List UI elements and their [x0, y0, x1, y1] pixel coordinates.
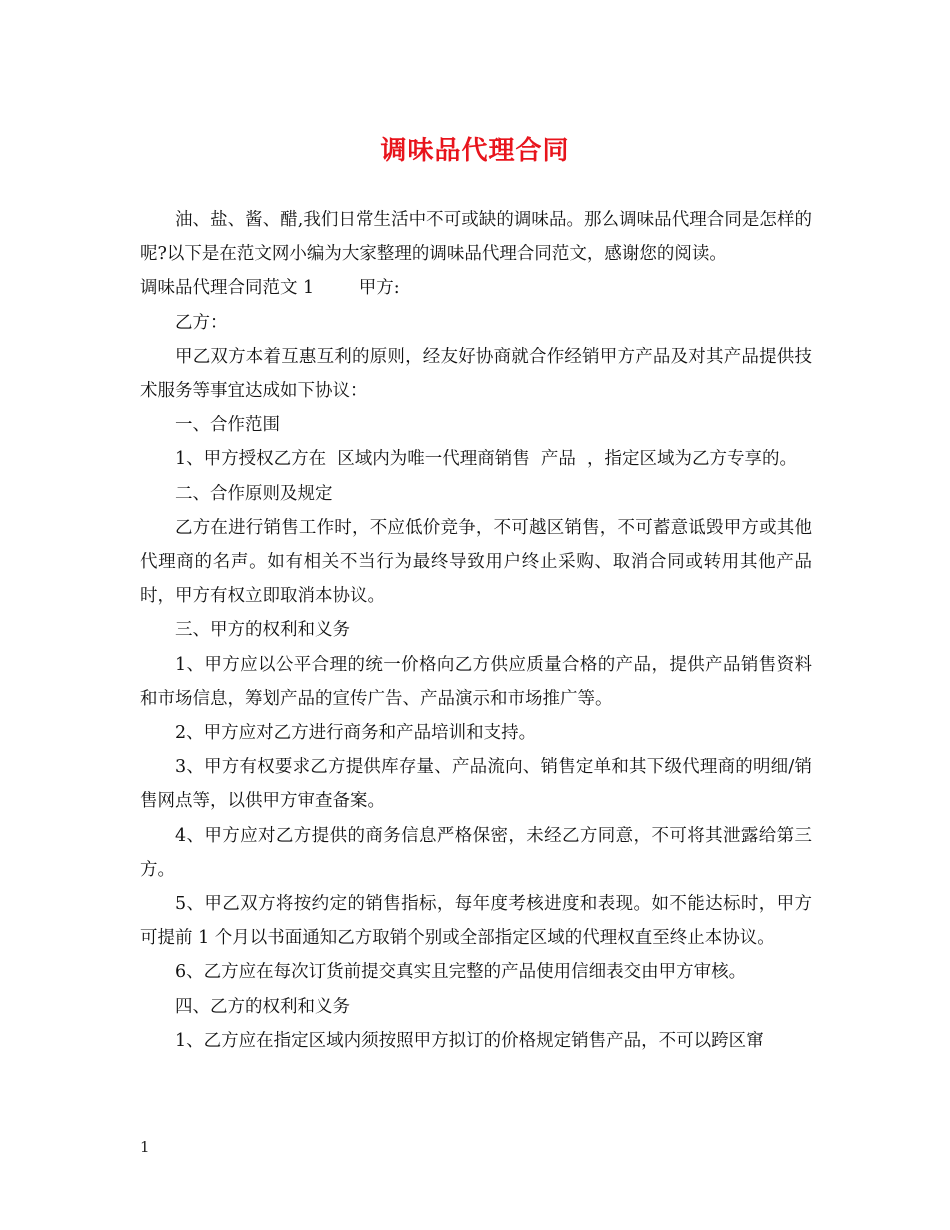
page-number: 1	[140, 1138, 150, 1156]
clause-party-a-6: 6、乙方应在每次订货前提交真实且完整的产品使用信细表交由甲方审核。	[175, 962, 747, 983]
document-title: 调味品代理合同	[380, 136, 570, 166]
clause-scope-1: 1、甲方授权乙方在 区域内为唯一代理商销售 产品 ，指定区域为乙方专享的。	[175, 449, 798, 470]
clause-party-a-5: 5、甲乙双方将按约定的销售指标，每年度考核进度和表现。如不能达标时，甲方可提前 1 个月以书面通知乙方取销个别或全部指定区域的代理权直至终止本协议。	[140, 894, 812, 949]
clause-party-a-3: 3、甲方有权要求乙方提供库存量、产品流向、销售定单和其下级代理商的明细/销售网点等，以供甲方审查备案。	[140, 757, 812, 812]
document-body	[140, 203, 812, 1058]
section-heading-scope: 一、合作范围	[175, 415, 280, 436]
section-heading-party-b-rights: 四、乙方的权利和义务	[175, 996, 350, 1017]
paragraph-sample-heading: 调味品代理合同范文 1 甲方:	[140, 278, 400, 299]
clause-party-a-2: 2、甲方应对乙方进行商务和产品培训和支持。	[175, 723, 537, 744]
paragraph-agreement-intro: 甲乙双方本着互惠互利的原则，经友好协商就合作经销甲方产品及对其产品提供技术服务等事宜达成如下协议：	[140, 346, 812, 402]
clause-party-a-4: 4、甲方应对乙方提供的商务信息严格保密，未经乙方同意，不可将其泄露给第三方。	[140, 825, 812, 880]
paragraph-party-b: 乙方：	[175, 312, 228, 333]
clause-party-a-1: 1、甲方应以公平合理的统一价格向乙方供应质量合格的产品，提供产品销售资料和市场信息，筹划产品的宣传广告、产品演示和市场推广等。	[140, 654, 812, 709]
section-heading-principles: 二、合作原则及规定	[175, 483, 333, 504]
paragraph-intro: 油、盐、酱、醋,我们日常生活中不可或缺的调味品。那么调味品代理合同是怎样的呢?以下是在范文网小编为大家整理的调味品代理合同范文，感谢您的阅读。	[140, 210, 812, 265]
clause-party-b-1: 1、乙方应在指定区域内须按照甲方拟订的价格规定销售产品，不可以跨区窜	[175, 1030, 764, 1051]
section-heading-party-a-rights: 三、甲方的权利和义务	[175, 620, 350, 641]
clause-principles: 乙方在进行销售工作时，不应低价竞争，不可越区销售，不可蓄意诋毁甲方或其他代理商的名声。如有相关不当行为最终导致用户终止采购、取消合同或转用其他产品时，甲方有权立即取消本协议。	[140, 517, 812, 607]
